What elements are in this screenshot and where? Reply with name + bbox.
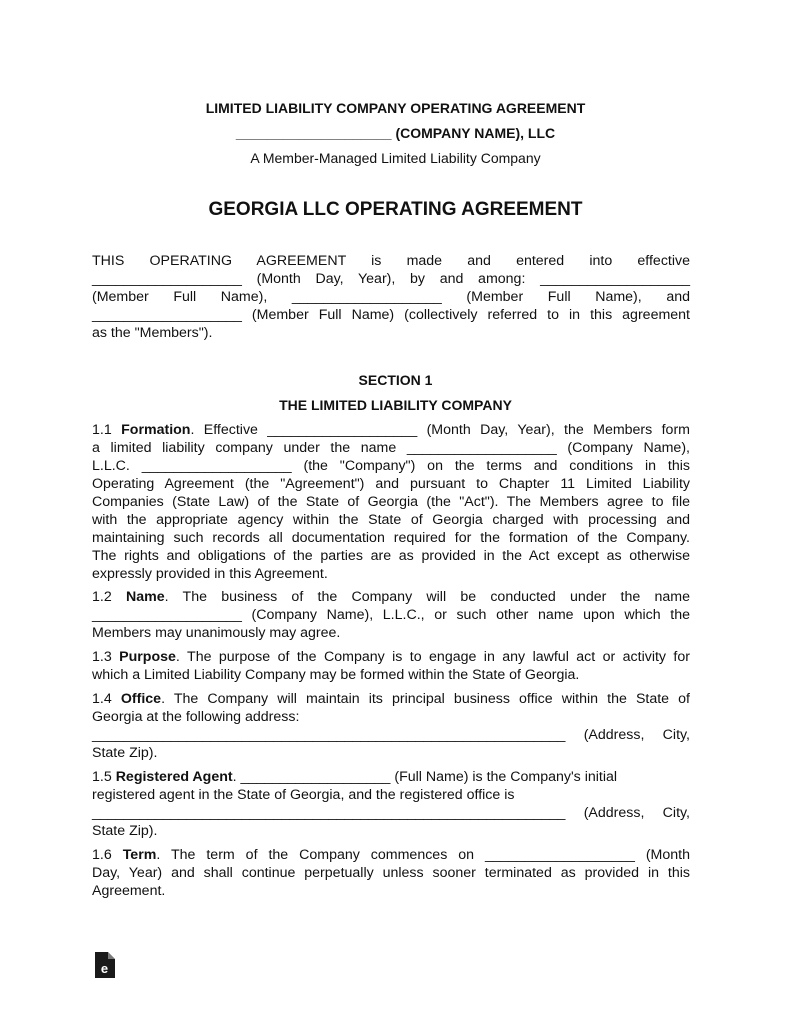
intro-line: THIS OPERATING AGREEMENT is made and entered into effective [92,253,690,269]
intro-line: as the "Members"). [92,325,213,341]
clause-line: The rights and obligations of the parties are as provided in the Act except as otherwise [92,548,690,564]
clause-text: . Effective ___________________ (Month Day, Year), the Members form [190,422,690,438]
document-subtitle: A Member-Managed Limited Liability Company [250,150,541,166]
clause-purpose-line [92,648,690,666]
intro-line: (Member Full Name), ___________________ (Member Full Name), and [92,289,690,305]
clause-text: . The term of the Company commences on ___________________ (Month [156,847,690,863]
agreement-title: LIMITED LIABILITY COMPANY OPERATING AGREEMENT [205,100,586,116]
clause-name-line [92,588,690,606]
clause-number: 1.2 [92,589,112,605]
clause-number: 1.6 [92,847,112,863]
section-number: SECTION 1 [358,372,433,388]
clause-line: with the appropriate agency within the State of Georgia charged with processing and [92,512,690,528]
clause-number: 1.1 [92,422,112,438]
clause-heading: Term [122,847,157,863]
section-title: THE LIMITED LIABILITY COMPANY [279,397,512,413]
clause-formation-line [92,421,690,439]
clause-term-line [92,846,690,864]
eforms-document-icon [95,952,115,978]
intro-line: ___________________ (Month Day, Year), by and among: ___________________ [92,271,690,287]
clause-line: Agreement. [92,883,166,899]
clause-line: L.L.C. ___________________ (the "Company") on the terms and conditions in this [92,458,690,474]
clause-line: State Zip). [92,823,158,839]
clause-text: . The purpose of the Company is to engage in any lawful act or activity for [175,649,690,665]
clause-line: Day, Year) and shall continue perpetually unless sooner terminated as provided in this [92,865,690,881]
clause-line: Operating Agreement (the "Agreement") and pursuant to Chapter 11 Limited Liability [92,476,690,492]
clause-heading: Formation [121,422,191,438]
clause-line: Georgia at the following address: [92,709,300,725]
clause-text: . The Company will maintain its principal business office within the State of [161,691,691,707]
main-title: GEORGIA LLC OPERATING AGREEMENT [208,199,583,220]
clause-line: Companies (State Law) of the State of Georgia (the "Act"). The Members agree to file [92,494,690,510]
clause-heading: Name [125,589,165,605]
clause-number: 1.3 [92,649,112,665]
clause-heading: Purpose [119,649,176,665]
clause-agent-line [92,768,617,786]
clause-number: 1.5 [92,769,112,785]
clause-text: . The business of the Company will be conducted under the name [164,589,690,605]
clause-line: a limited liability company under the name ___________________ (Company Name), [92,440,690,456]
clause-line: expressly provided in this Agreement. [92,566,328,582]
clause-line: which a Limited Liability Company may be formed within the State of Georgia. [92,667,580,683]
clause-line: Members may unanimously may agree. [92,625,341,641]
clause-heading: Registered Agent [115,769,233,785]
intro-line: ___________________ (Member Full Name) (collectively referred to in this agreement [92,307,690,323]
clause-line: maintaining such records all documentation required for the formation of the Company. [92,530,690,546]
company-name-line: ____________________ (COMPANY NAME), LLC [235,125,556,141]
clause-line: ____________________________________________________________ (Address, City, [92,805,690,821]
clause-office-line [92,690,690,708]
clause-line: registered agent in the State of Georgia, and the registered office is [92,787,515,803]
clause-text: . ___________________ (Full Name) is the Company's initial [232,769,618,785]
clause-line: ____________________________________________________________ (Address, City, [92,727,690,743]
clause-number: 1.4 [92,691,112,707]
svg-text:e: e [100,961,109,976]
clause-heading: Office [120,691,162,707]
clause-line: State Zip). [92,745,158,761]
clause-line: ___________________ (Company Name), L.L.C., or such other name upon which the [92,607,690,623]
